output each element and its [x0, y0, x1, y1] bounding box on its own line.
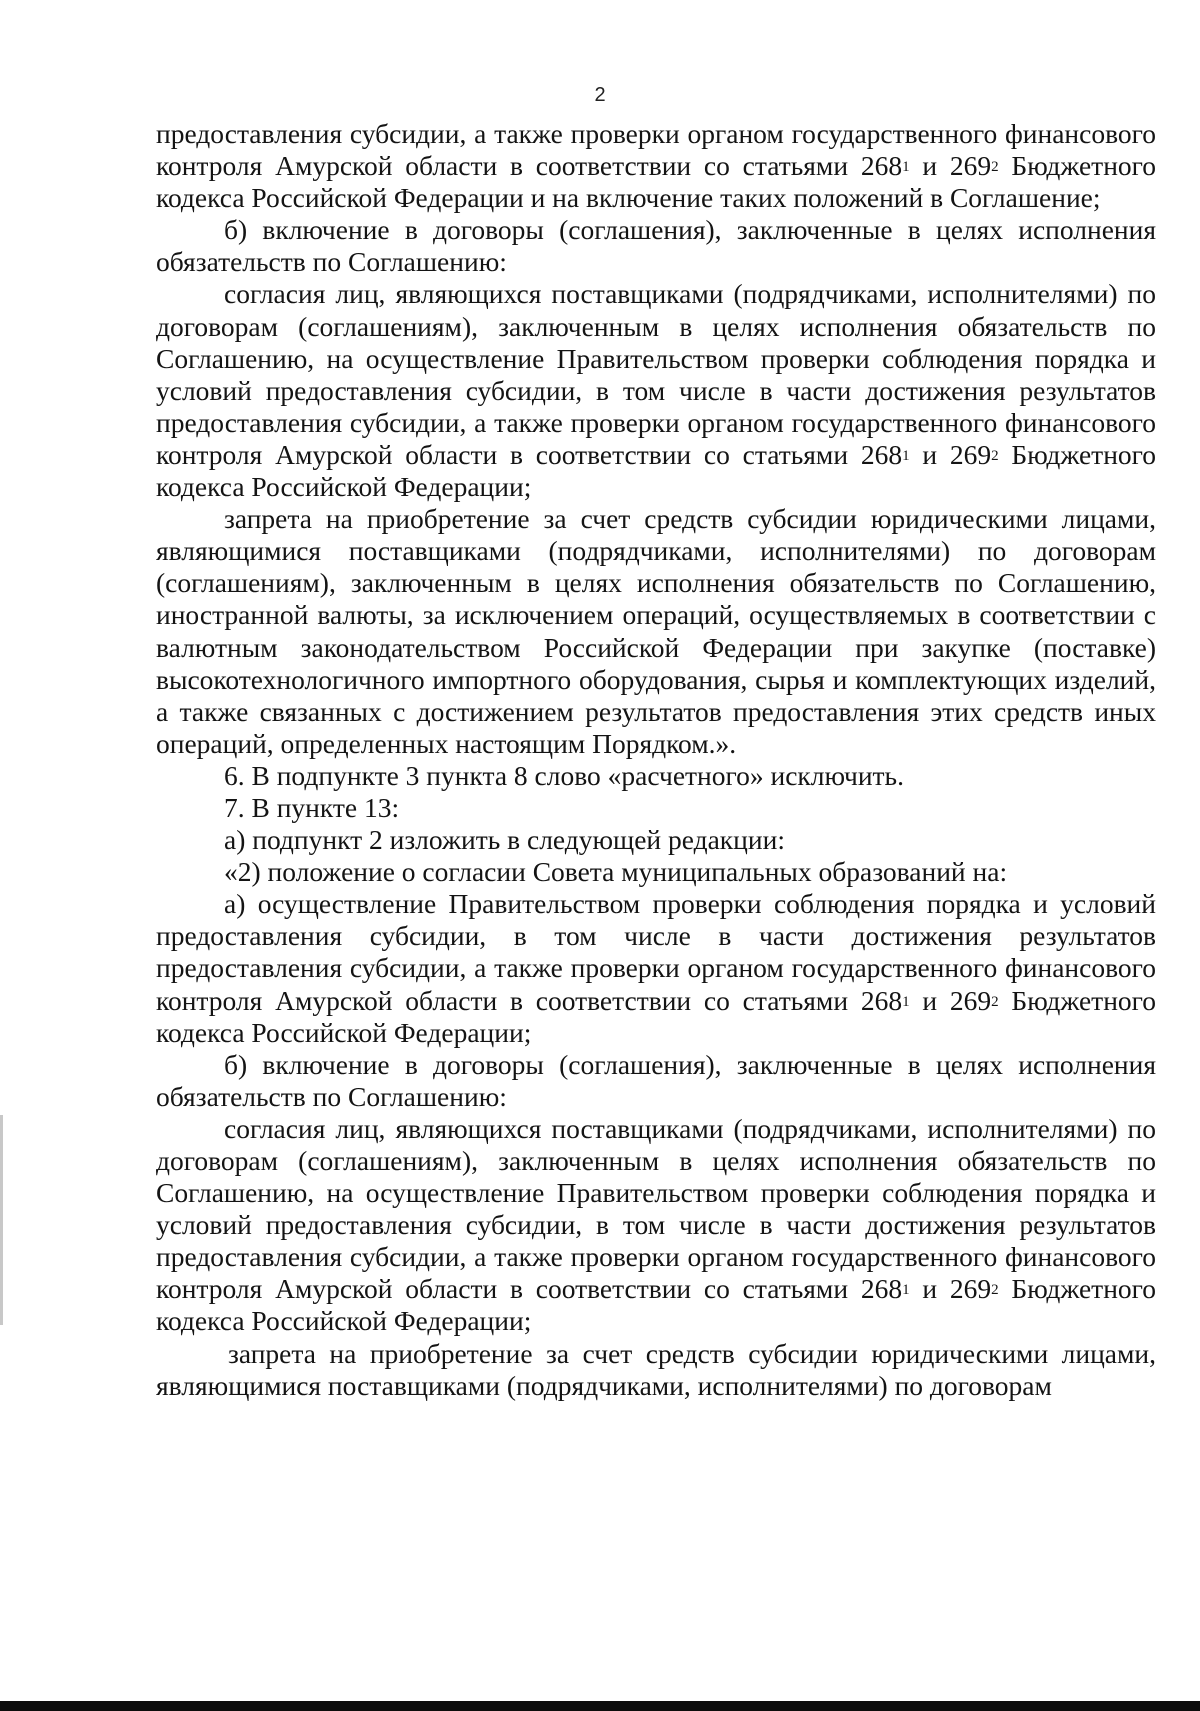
paragraph-text: и 269: [909, 1273, 992, 1305]
paragraph: [156, 792, 1156, 824]
paragraph-text: 7. В пункте 13:: [224, 791, 400, 823]
paragraph-text: и 269: [909, 438, 992, 470]
paragraph: [156, 278, 1156, 503]
paragraph-text: и 269: [909, 150, 992, 182]
paragraph-text: Бюджетного кодекса Российской Федерации и на включение таких положений в Соглашение;: [156, 150, 1157, 214]
paragraph: [156, 503, 1156, 760]
paragraph: [156, 1113, 1156, 1338]
paragraph-text: Бюджетного кодекса Российской Федерации;: [156, 984, 1157, 1048]
document-body: [156, 118, 1156, 1402]
page-number: 2: [594, 84, 606, 106]
paragraph-text: запрета на приобретение за счет средств субсидии юридическими лицами, являющимися поставщиками (подрядчиками, исполнителями) по договорам (соглашениям), заключенным в целях исполнения обязательств по Соглашению, иностранной валюты, за исключением операций, осуществляемых в соответствии с валютным законодательством Российской Федерации при закупке (поставке) высокотехнологичного импортного оборудования, сырья и комплектующих изделий, а также связанных с достижением результатов предоставления этих средств иных операций, определенных настоящим Порядком.».: [156, 503, 1156, 759]
superscript-index: 2: [991, 447, 999, 464]
superscript-index: 1: [902, 447, 910, 464]
paragraph: [156, 214, 1156, 278]
paragraph: [156, 118, 1156, 214]
paragraph-text: согласия лиц, являющихся поставщиками (подрядчиками, исполнителями) по договорам (соглашениям), заключенным в целях исполнения обязательств по Соглашению, на осуществление Правительством проверки соблюдения порядка и условий предоставления субсидии, в том числе в части достижения результатов предоставления субсидии, а также проверки органом государственного финансового контроля Амурской области в соответствии со статьями 268: [156, 278, 1156, 470]
superscript-index: 1: [902, 1282, 910, 1299]
paragraph-text: 6. В подпункте 3 пункта 8 слово «расчетного» исключить.: [224, 759, 904, 791]
paragraph: [156, 888, 1156, 1048]
paragraph: [156, 1338, 1156, 1402]
superscript-index: 2: [991, 993, 999, 1010]
paragraph-text: а) осуществление Правительством проверки соблюдения порядка и условий предоставления субсидии, в том числе в части достижения результатов предоставления субсидии, а также проверки органом государственного финансового контроля Амурской области в соответствии со статьями 268: [156, 888, 1156, 1016]
superscript-index: 2: [991, 159, 999, 176]
paragraph: [156, 856, 1156, 888]
superscript-index: 1: [902, 159, 910, 176]
paragraph: [156, 760, 1156, 792]
paragraph-text: Бюджетного кодекса Российской Федерации;: [156, 438, 1157, 503]
paragraph: [156, 1049, 1156, 1113]
paragraph-text: Бюджетного кодекса Российской Федерации;: [156, 1273, 1157, 1337]
scan-edge-mark: [0, 1115, 3, 1325]
paragraph-text: б) включение в договоры (соглашения), заключенные в целях исполнения обязательств по Соглашению:: [156, 1048, 1156, 1112]
paragraph-text: согласия лиц, являющихся поставщиками (подрядчиками, исполнителями) по договорам (соглашениям), заключенным в целях исполнения обязательств по Соглашению, на осуществление Правительством проверки соблюдения порядка и условий предоставления субсидии, в том числе в части достижения результатов предоставления субсидии, а также проверки органом государственного финансового контроля Амурской области в соответствии со статьями 268: [156, 1112, 1156, 1305]
paragraph-text: а) подпункт 2 изложить в следующей редакции:: [224, 824, 785, 856]
scan-bottom-border: [0, 1701, 1200, 1711]
paragraph-text: «2) положение о согласии Совета муниципальных образований на:: [224, 856, 1008, 888]
paragraph-text: б) включение в договоры (соглашения), заключенные в целях исполнения обязательств по Соглашению:: [156, 214, 1156, 278]
paragraph-text: предоставления субсидии, а также проверки органом государственного финансового контроля Амурской области в соответствии со статьями 268: [156, 118, 1156, 182]
paragraph: [156, 824, 1156, 856]
superscript-index: 1: [902, 993, 910, 1010]
paragraph-text: запрета на приобретение за счет средств субсидии юридическими лицами, являющимися поставщиками (подрядчиками, исполнителями) по договорам: [156, 1337, 1156, 1401]
paragraph-text: и 269: [909, 984, 992, 1016]
superscript-index: 2: [991, 1282, 999, 1299]
